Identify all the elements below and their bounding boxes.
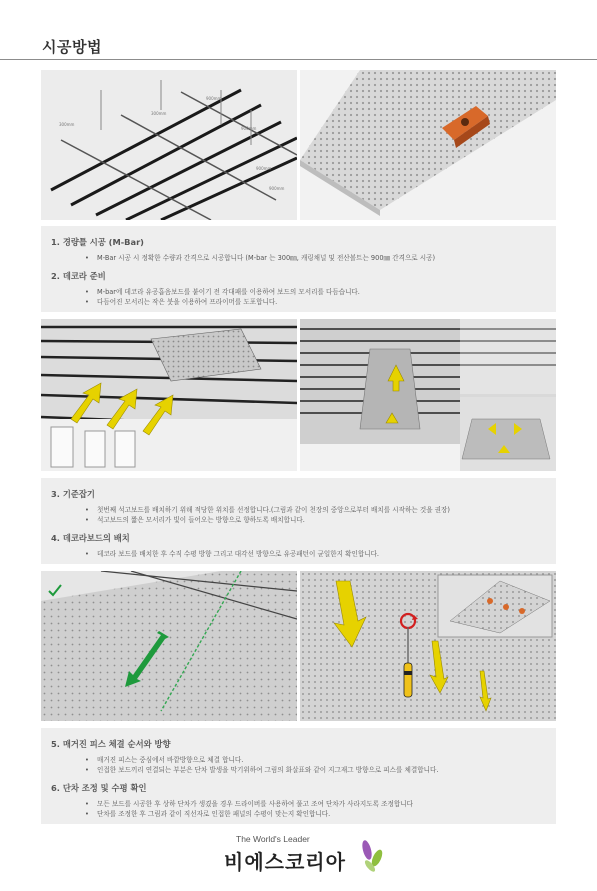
- step-heading: 1. 경량틀 시공 (M-Bar): [51, 237, 144, 247]
- figure-screw-fastening: [300, 571, 556, 721]
- dimension-label: 900mm: [206, 96, 222, 101]
- step-heading: 3. 기준잡기: [51, 489, 95, 499]
- step-item: • 인접한 보드끼리 연결되는 부분은 단차 발생을 막기위하여 그림의 화살표와 같이 지그재그 방향으로 피스를 체결합니다.: [85, 765, 546, 775]
- mbar-grid-illustration: [41, 70, 297, 220]
- figure-ceiling-start: [41, 319, 297, 471]
- instruction-panel-1: [41, 226, 556, 312]
- dimension-label: 900mm: [241, 126, 257, 131]
- step-heading: 4. 데코라보드의 배치: [51, 533, 130, 543]
- step-list: [85, 799, 546, 819]
- logo-brand-name: 비에스코리아: [224, 850, 346, 874]
- logo-tagline: The World's Leader: [236, 834, 310, 844]
- step-item: • M-bar에 데코라 유공흡음보드를 붙이기 전 각대패를 이용하여 보드의 모서리를 다듬습니다.: [85, 287, 546, 297]
- step-item: • 다듬어진 모서리는 작은 붓을 이용하여 프라이머를 도포합니다.: [85, 297, 546, 307]
- title-divider: [0, 59, 597, 60]
- page-title: 시공방법: [42, 38, 102, 56]
- dimension-label: 900mm: [256, 166, 272, 171]
- step-item: • 데코라 보드를 배치한 후 수직 수평 방향 그리고 대각선 방향으로 유공패턴이 균일한지 확인합니다.: [85, 549, 546, 559]
- instruction-panel-3: [41, 728, 556, 824]
- step-list: [85, 755, 546, 775]
- step-item: • 모든 보드를 시공한 후 상하 단차가 생겼을 경우 드라이버를 사용하여 풀고 조여 단차가 사라지도록 조정합니다: [85, 799, 546, 809]
- figure-ceiling-direction: [300, 319, 556, 471]
- step-item: • 단차를 조정한 후 그림과 같이 직선자로 인접한 패널의 수평이 맞는지 확인합니다.: [85, 809, 546, 819]
- company-logo: [222, 834, 382, 878]
- figure-board-alignment: [41, 571, 297, 721]
- figure-mbar-grid: [41, 70, 297, 220]
- leaf-logo-icon: [358, 836, 386, 876]
- step-heading: 5. 매거진 피스 체결 순서와 방향: [51, 739, 171, 749]
- step-item: • M-Bar 시공 시 정확한 수량과 간격으로 시공합니다 (M-bar 는 300㎜, 캐링채널 및 전산볼트는 900㎜ 간격으로 시공): [85, 253, 546, 263]
- step-item: • 석고보드의 짧은 모서리가 빛이 들어오는 방향으로 향하도록 배치합니다.: [85, 515, 546, 525]
- instruction-panel-2: [41, 478, 556, 564]
- step-heading: 6. 단차 조정 및 수평 확인: [51, 783, 147, 793]
- step-list: [85, 287, 546, 307]
- step-list: [85, 549, 546, 559]
- figure-board-plane: [300, 70, 556, 220]
- dimension-label: 300mm: [59, 122, 75, 127]
- step-item: • 매거진 피스는 중심에서 바깥방향으로 체결 합니다.: [85, 755, 546, 765]
- step-list: [85, 253, 546, 263]
- step-list: [85, 505, 546, 525]
- dimension-label: 300mm: [151, 111, 167, 116]
- step-item: • 첫번째 석고보드를 배치하기 위해 적당한 위치를 선정합니다.(그림과 같이 천장의 중앙으로부터 배치를 시작하는 것을 권장): [85, 505, 546, 515]
- dimension-label: 900mm: [269, 186, 285, 191]
- step-heading: 2. 데코라 준비: [51, 271, 106, 281]
